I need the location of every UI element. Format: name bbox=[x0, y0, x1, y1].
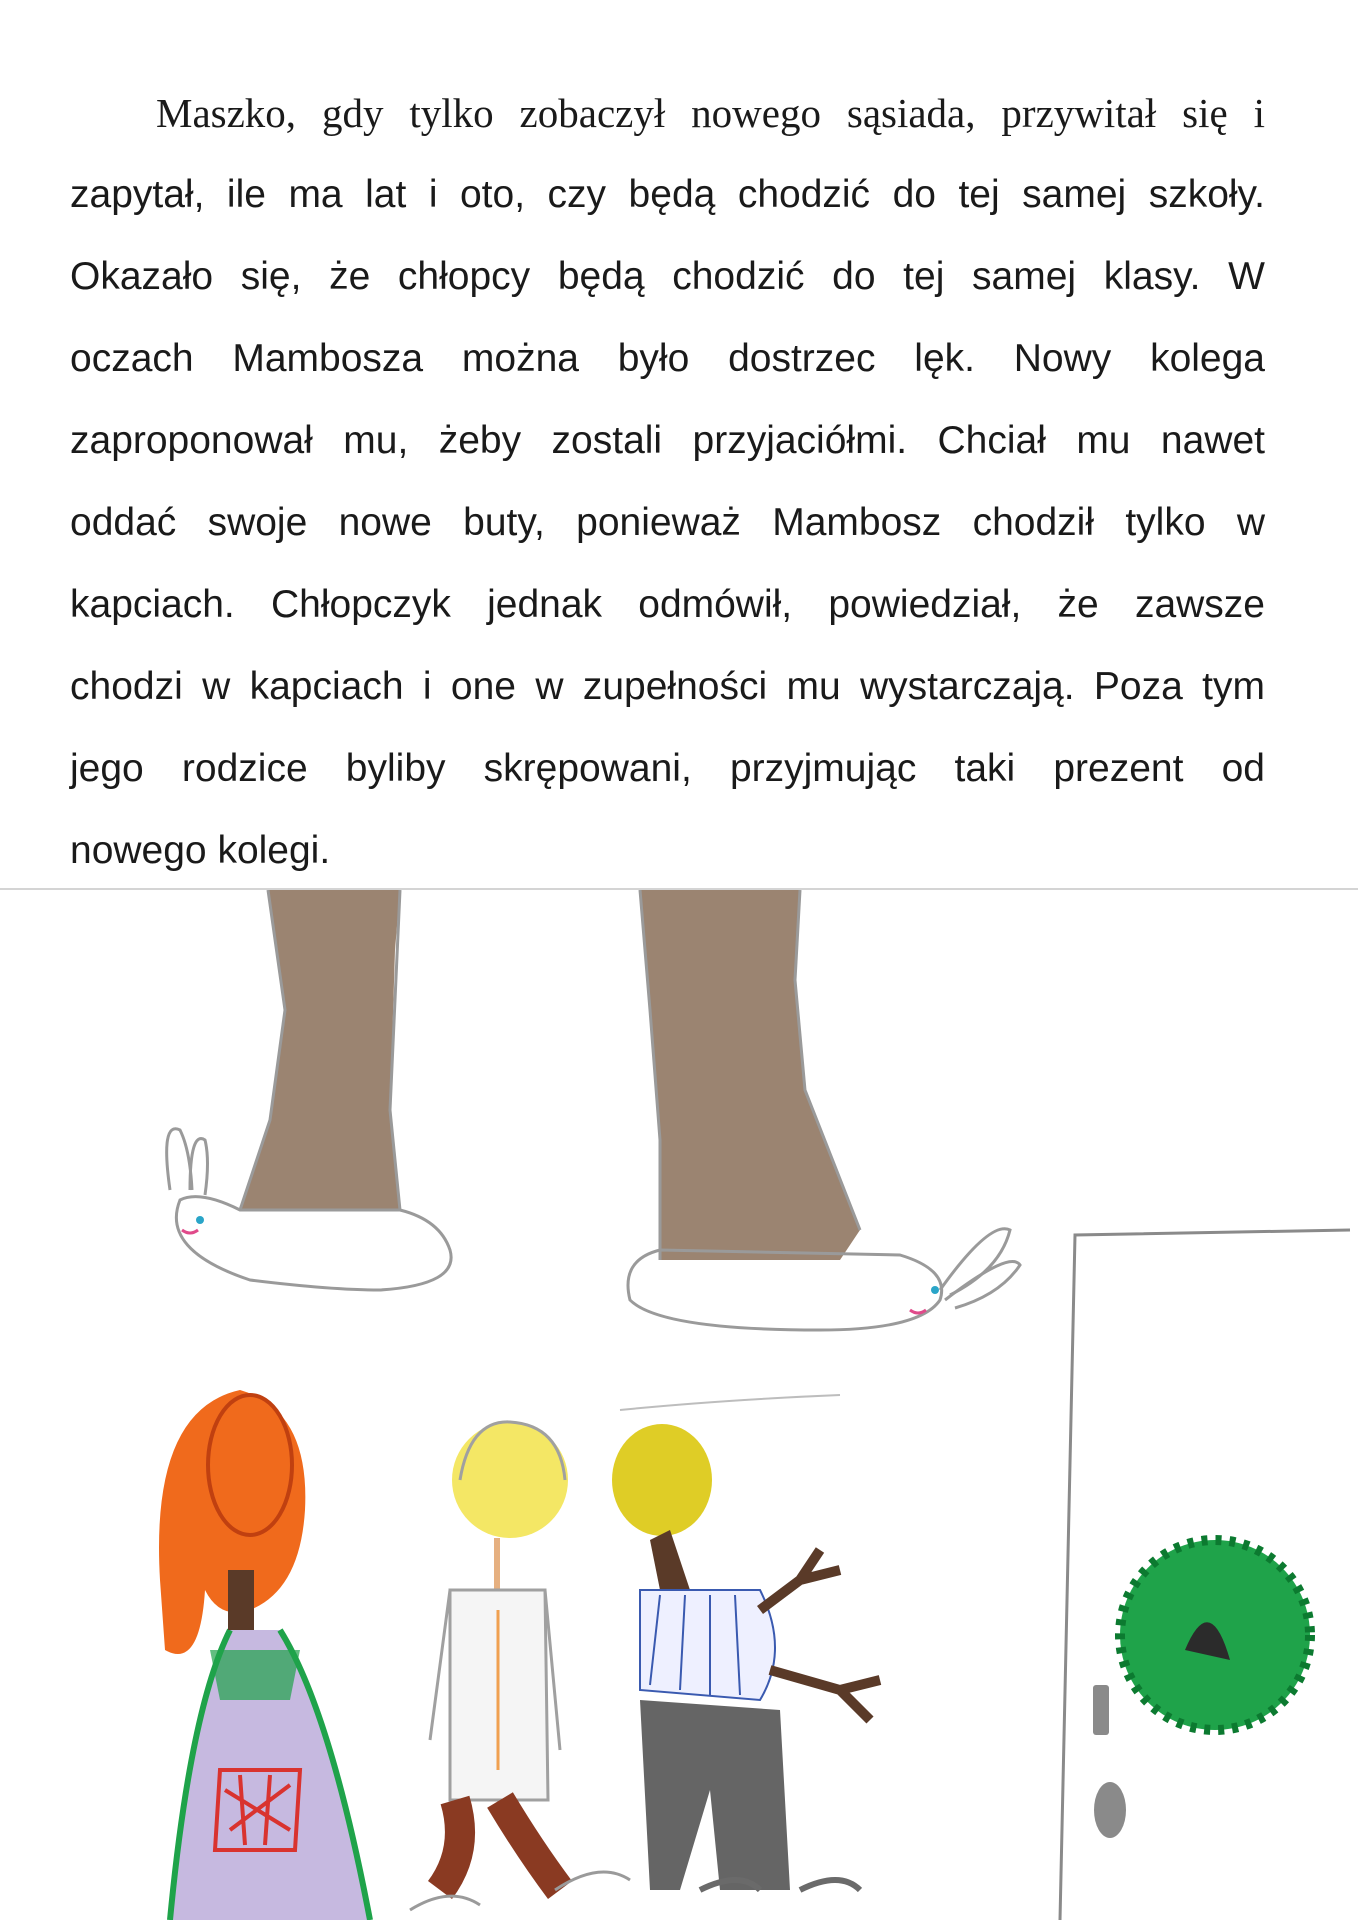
text-line: Okazało się, że chłopcy będą chodzić do tej samej klasy. W bbox=[70, 255, 1265, 298]
floor-line bbox=[620, 1395, 840, 1410]
text-line: Maszko, gdy tylko zobaczył nowego sąsiada, przywitał się i bbox=[156, 90, 1265, 136]
text-line: kapciach. Chłopczyk jednak odmówił, powiedział, że zawsze bbox=[70, 583, 1265, 626]
story-text bbox=[70, 72, 1265, 892]
bush-plant bbox=[1120, 1540, 1310, 1730]
text-line: chodzi w kapciach i one w zupełności mu wystarczają. Poza tym bbox=[70, 665, 1265, 708]
text-line: zapytał, ile ma lat i oto, czy będą chodzić do tej samej szkoły. bbox=[70, 173, 1265, 216]
text-line: zaproponował mu, żeby zostali przyjaciółmi. Chciał mu nawet bbox=[70, 419, 1265, 462]
text-line: nowego kolegi. bbox=[70, 829, 331, 872]
giant-left-leg bbox=[240, 890, 400, 1210]
text-line: oddać swoje nowe buty, ponieważ Mambosz chodził tylko w bbox=[70, 501, 1265, 544]
crayon-illustration bbox=[0, 890, 1358, 1920]
text-line: oczach Mambosza można było dostrzec lęk. Nowy kolega bbox=[70, 337, 1265, 380]
giant-right-leg bbox=[640, 890, 860, 1260]
wall-marks bbox=[1093, 1685, 1126, 1838]
mambosz-figure bbox=[612, 1424, 880, 1890]
text-line: jego rodzice byliby skrępowani, przyjmując taki prezent od bbox=[70, 747, 1265, 790]
girl-figure bbox=[159, 1390, 370, 1920]
blond-boy-figure bbox=[410, 1422, 630, 1910]
